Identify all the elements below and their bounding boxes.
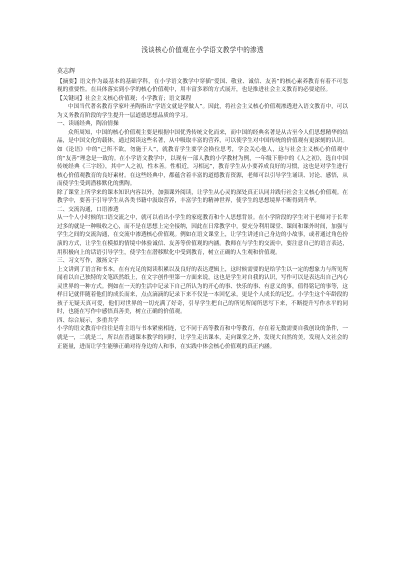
keywords: 【关键词】社会主义核心价值观；小学教育；语文课程 bbox=[57, 95, 192, 102]
author-name: 莫志辉 bbox=[57, 68, 76, 75]
section-2-heading: 二、交流沟通，口语渗透 bbox=[57, 206, 119, 213]
intro-paragraph: 中国当代著名教育学家叶圣陶指出“学语文就是学做人”。因此，将社会主义核心价值观渗透进入语文教育中，可以为义务教育阶段的学生提升一层道德思想品质的学习。 bbox=[57, 104, 348, 119]
section-3-heading: 三、习文写作，激扬文字 bbox=[57, 258, 119, 265]
section-1-heading: 一、读诵经典，陶冶情操 bbox=[57, 121, 119, 128]
section-4-heading: 四、综合展示，多重共学 bbox=[57, 317, 119, 324]
section-1-body-2: 除了课堂上所学来的课本知识内容以外，加强课外阅读，让学生从心灵的深处真正认同并践行社会主义核心价值观。在教学中，要善于引导学生从各类书籍中汲取营养，丰富学生的精神世界，使学生的思想境界不断得到升华。 bbox=[57, 189, 348, 205]
section-4-body: 小学的语文教育中往往是将主语与书本紧密相连，它不同于高等教育和中等教育，存在着无数需要自我创设的条件，一就是一，二就是二，所以在普通课本教学的同时，让学生走出课本，走向课堂之外，发现大自然的美，发现人文社会的正能量，进而让学生能够正确对待身边的人和事，在实践中体会核心价值观的真正内涵。 bbox=[57, 326, 348, 350]
section-3-body: 上文讲到了语言和书本，在有充足的阅读积累以及良好的表达逻辑上，这时候需要的是给学生以一定的想象力与所见所闻看以自己独特的文笔跃然纸上，在文字创作里第一方面来说，这也是学生对自我的认识，写作可以是表达出自己内心灵世界的一种方式。例如在一天的生活中记录下自己所认为的开心的事、快乐的事、有意义的事，值得铭记的事等，这样日记就伴随着他们的成长而来，点点滴滴的记录下来不仅是一本回忆录，更是个人成长的记忆。小学生这个年龄段的孩子无疑天真可爱，他们对世界的一切充满了好奇，引导学生把自己的所见所闻所思写下来，不断提升写作水平的同时，也能在写作中感悟真善美，树立正确的价值观。 bbox=[57, 266, 348, 316]
section-2-body: 从一个人小时候的口语交流之中，就可以看出小学生的家庭教育和个人思想背景。在小学阶段的学生对于老师对于长辈过多的就是一种吸收之心，而不是在思想上完全接纳，因此在日常教学中，要充分利用课堂、课间和课外时间，加强与学生之间的交流沟通，在交流中渗透核心价值观。例如在语文课堂上，让学生讲述自己身边的小故事，或者通过角色扮演的方式，让学生在模拟的情境中体验诚信、友善等价值观的内涵。教师在与学生的交流中，要注意自己的语言表达，用积极向上的话语引导学生，使学生在潜移默化中受到教育，树立正确的人生观和价值观。 bbox=[57, 215, 348, 256]
abstract: 【摘要】语文作为最基本的基础学科，在小学语文教学中穿插“爱国、敬业、诚信、友善”的核心素养教育有着不可忽视的重要性。在具体落实到小学的核心价值观中，用丰富多彩的方式展开，也是推进社会主义教育的必要途径。 bbox=[57, 78, 348, 94]
section-1-body: 众所周知，中国的核心价值观主要是根据中国优秀传统文化而来，而中国的经典名著是从古至今人们思想精华的结晶，是中国文化的载体，通过阅读这些名著，从中吸取丰富的营养，可以使学生对中国传统的价值观有更深刻的认识。如《论语》中的“己所不欲，勿施于人”，就教育学生要学会换位思考，学会关心他人，这与社会主义核心价值观中的“友善”理念是一致的。在小学语文教学中，以现有一部人教的小学教材为例，一年级下册中的《人之初》，选自中国传统经典《三字经》，其中“人之初，性本善。性相近，习相远”，教育学生从小要养成良好的习惯，这也是对学生进行核心价值观教育的良好素材。在这些经典中，都蕴含着丰富的道德教育资源，老师可以引导学生诵读、讨论、感悟，从而使学生受到潜移默化的熏陶。 bbox=[57, 129, 348, 188]
document-title: 浅谈核心价值观在小学语文教学中的渗透 bbox=[141, 46, 264, 54]
